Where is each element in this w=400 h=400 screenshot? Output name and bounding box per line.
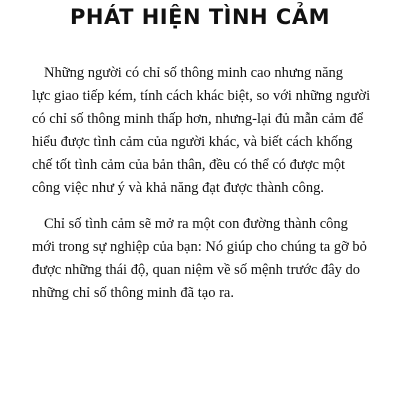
- paragraph-line: lực giao tiếp kém, tính cách khác biệt, so với những người: [32, 88, 371, 104]
- paragraph-line: Những người có chỉ số thông minh cao nhưng năng: [44, 65, 344, 81]
- page-title: PHÁT HIỆN TÌNH CẢM: [69, 5, 330, 29]
- paragraph-line: công việc như ý và khả năng đạt được thành công.: [32, 180, 324, 196]
- paragraph-1: [32, 62, 374, 200]
- paragraph-2: [32, 213, 374, 305]
- paragraph-line: mới trong sự nghiệp của bạn: Nó giúp cho chúng ta gỡ bỏ: [32, 239, 367, 255]
- paragraph-line: chế tốt tình cảm của bản thân, đều có thể có được một: [32, 157, 346, 173]
- paragraph-line: có chỉ số thông minh thấp hơn, nhưng-lại đủ mẫn cảm để: [32, 111, 364, 127]
- paragraph-line: Chỉ số tình cảm sẽ mở ra một con đường thành công: [44, 216, 348, 232]
- paragraph-line: được những thái độ, quan niệm về số mệnh trước đây do: [32, 262, 361, 278]
- paragraph-line: những chỉ số thông minh đã tạo ra.: [32, 285, 234, 301]
- paragraph-line: hiểu được tình cảm của người khác, và biết cách khống: [32, 134, 353, 150]
